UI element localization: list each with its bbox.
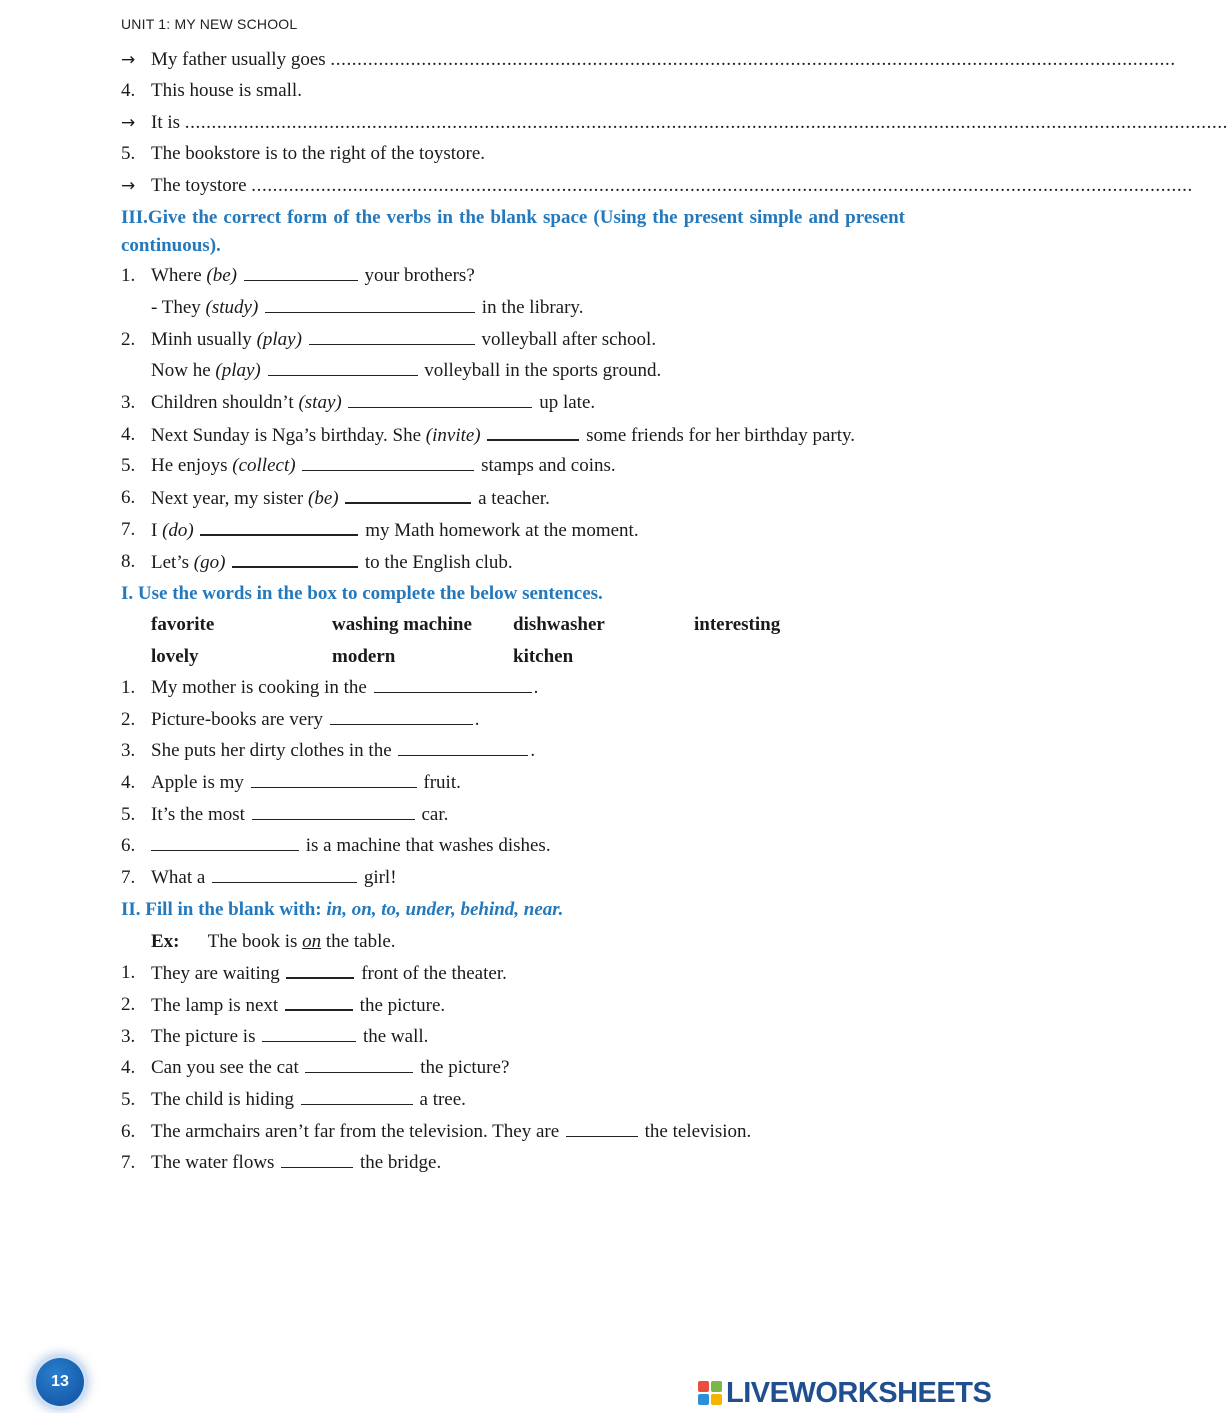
arrow-icon: → [121,176,136,196]
answer-blank[interactable] [348,389,532,408]
answer-blank[interactable] [301,1086,413,1105]
word-box-item: washing machine [332,614,472,635]
answer-blank[interactable] [285,991,353,1011]
answer-blank[interactable] [251,769,417,788]
answer-blank[interactable] [244,262,358,281]
word-box-item: favorite [151,614,215,635]
section-i-title: I. Use the words in the box to complete the below sentences. [121,583,603,604]
logo-grid-icon [698,1381,722,1405]
word-box-item: dishwasher [513,614,605,635]
answer-blank[interactable] [252,801,415,820]
word-box-item: kitchen [513,646,574,667]
answer-blank[interactable] [487,421,579,441]
arrow-icon: → [121,113,136,133]
answer-blank[interactable] [281,1149,353,1168]
answer-blank[interactable] [268,357,418,376]
answer-blank[interactable] [330,706,473,725]
unit-header: UNIT 1: MY NEW SCHOOL [121,16,298,32]
answer-blank[interactable] [265,294,475,313]
arrow-icon: → [121,50,136,70]
page-number-badge: 13 [36,1358,84,1406]
answer-blank[interactable] [309,326,475,345]
answer-blank[interactable] [302,452,474,471]
logo-text: LIVEWORKSHEETS [726,1376,992,1409]
word-box-item: lovely [151,646,199,667]
liveworksheets-logo[interactable] [698,1376,991,1410]
answer-blank[interactable] [212,864,357,883]
answer-dots[interactable]: .............................................................................................................................................................. [330,49,1176,70]
section-ii-title: II. Fill in the blank with: in, on, to, under, behind, near. [121,899,564,920]
answer-blank[interactable] [286,959,354,979]
section-iii-title: III.Give the correct form of the verbs in the blank space (Using the present simple and present continuous). [121,207,905,256]
word-box-item: modern [332,646,396,667]
word-box-item: interesting [694,614,781,635]
answer-blank[interactable] [566,1118,638,1137]
answer-blank[interactable] [200,516,358,536]
answer-blank[interactable] [345,484,471,504]
answer-blank[interactable] [232,548,358,568]
answer-dots[interactable]: ................................................................................................................................................................................ [251,175,1193,196]
answer-dots[interactable]: ................................................................................................................................................................................................... [184,112,1228,133]
answer-blank[interactable] [374,674,532,693]
answer-blank[interactable] [398,737,528,756]
answer-blank[interactable] [305,1054,413,1073]
answer-blank[interactable] [262,1023,356,1042]
answer-blank[interactable] [151,832,299,851]
